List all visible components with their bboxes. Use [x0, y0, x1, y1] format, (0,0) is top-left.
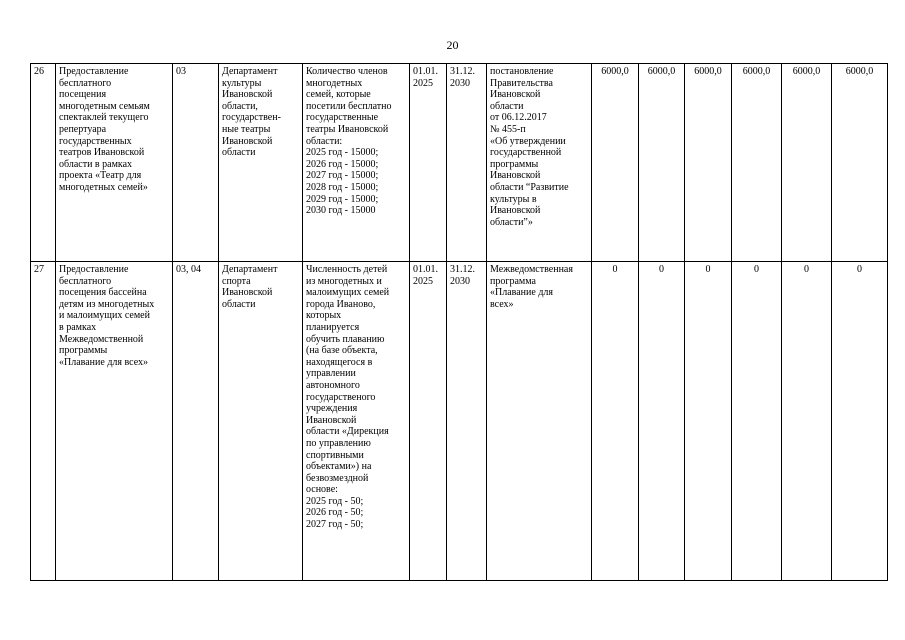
amount-cell: 0	[732, 262, 782, 581]
amount-cell: 0	[592, 262, 639, 581]
amount-cell: 0	[639, 262, 685, 581]
end-date-cell: 31.12. 2030	[447, 262, 487, 581]
code-cell: 03	[173, 64, 219, 262]
page-number: 20	[446, 38, 459, 52]
row-number-cell: 27	[31, 262, 56, 581]
start-date-cell: 01.01. 2025	[410, 64, 447, 262]
indicator-cell: Численность детей из многодетных и малоимущих семей города Иваново, которых планируется обучить плаванию (на базе объекта, находящегося в управлении автономного государственого учреждения Ивановской области «Дирекция по управлению спортивными объектами») на безвозмездной основе: 2025 год - 50; 2026 год - 50; 2027 год - 50;	[303, 262, 410, 581]
end-date-cell: 31.12. 2030	[447, 64, 487, 262]
measure-name-cell: Предоставление бесплатного посещения многодетным семьям спектаклей текущего репертуара государственных театров Ивановской области в рамках проекта «Театр для многодетных семей»	[56, 64, 173, 262]
executor-cell: Департамент культуры Ивановской области, государствен- ные театры Ивановской области	[219, 64, 303, 262]
measure-name-cell: Предоставление бесплатного посещения бассейна детям из многодетных и малоимущих семей в рамках Межведомственной программы «Плавание для всех»	[56, 262, 173, 581]
amount-cell: 0	[782, 262, 832, 581]
amount-cell: 6000,0	[685, 64, 732, 262]
amount-cell: 6000,0	[782, 64, 832, 262]
amount-cell: 0	[685, 262, 732, 581]
amount-cell: 6000,0	[732, 64, 782, 262]
amount-cell: 6000,0	[832, 64, 888, 262]
amount-cell: 6000,0	[592, 64, 639, 262]
table-row	[31, 262, 888, 581]
executor-cell: Департамент спорта Ивановской области	[219, 262, 303, 581]
amount-cell: 0	[832, 262, 888, 581]
legal-document-cell: постановление Правительства Ивановской области от 06.12.2017 № 455-п «Об утверждении государственной программы Ивановской области “Развитие культуры в Ивановской области”»	[487, 64, 592, 262]
row-number-cell: 26	[31, 64, 56, 262]
program-measures-table	[30, 63, 888, 581]
table-row	[31, 64, 888, 262]
amount-cell: 6000,0	[639, 64, 685, 262]
indicator-cell: Количество членов многодетных семей, которые посетили бесплатно государственные театры Ивановской области: 2025 год - 15000; 2026 год - 15000; 2027 год - 15000; 2028 год - 15000; 2029 год - 15000; 2030 год - 15000	[303, 64, 410, 262]
start-date-cell: 01.01. 2025	[410, 262, 447, 581]
code-cell: 03, 04	[173, 262, 219, 581]
legal-document-cell: Межведомственная программа «Плавание для всех»	[487, 262, 592, 581]
